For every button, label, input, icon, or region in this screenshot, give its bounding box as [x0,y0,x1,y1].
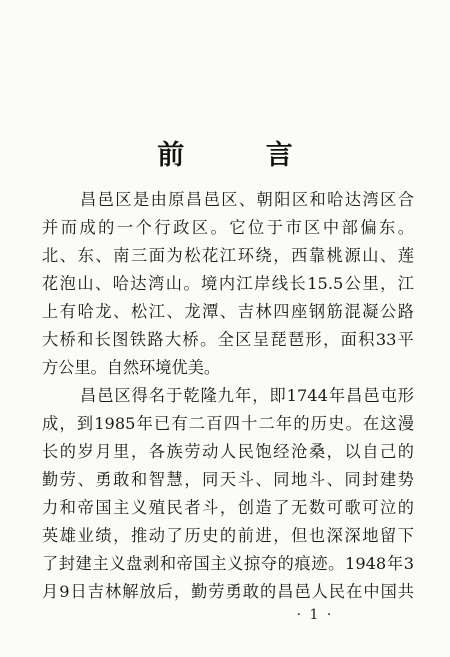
paragraph-2-line-2: 成，到1985年已有二百四十二年的历史。在这漫 [42,414,414,433]
paragraph-2-line-3: 长的岁月里，各族劳动人民饱经沧桑，以自己的 [42,442,414,461]
paragraph-1-line-2: 并而成的一个行政区。它位于市区中部偏东。 [42,218,414,237]
paragraph-1-line-4: 花泡山、哈达湾山。境内江岸线长15.5公里，江 [42,274,414,293]
paragraph-2-line-6: 英雄业绩，推动了历史的前进，但也深深地留下 [42,526,414,545]
paragraph-1-line-6: 大桥和长图铁路大桥。全区呈琵琶形，面积33平 [42,330,414,349]
paragraph-1-line-7: 方公里。自然环境优美。 [42,358,221,377]
page-title: 前 言 [157,140,329,171]
paragraph-2-line-7: 了封建主义盘剥和帝国主义掠夺的痕迹。1948年3 [42,554,414,573]
paragraph-2-line-8: 月9日吉林解放后，勤劳勇敢的昌邑人民在中国共 [42,582,414,601]
page-number: · 1 · [296,607,334,623]
paragraph-1-line-5: 上有哈龙、松江、龙潭、吉林四座钢筋混凝公路 [42,302,414,321]
paragraph-1-line-3: 北、东、南三面为松花江环绕，西靠桃源山、莲 [42,246,414,265]
paragraph-1-line-1: 昌邑区是由原昌邑区、朝阳区和哈达湾区合 [80,190,414,209]
paragraph-2-line-1: 昌邑区得名于乾隆九年，即1744年昌邑屯形 [80,386,414,405]
paragraph-2-line-4: 勤劳、勇敢和智慧，同天斗、同地斗、同封建势 [42,470,414,489]
paragraph-2-line-5: 力和帝国主义殖民者斗，创造了无数可歌可泣的 [42,498,414,517]
